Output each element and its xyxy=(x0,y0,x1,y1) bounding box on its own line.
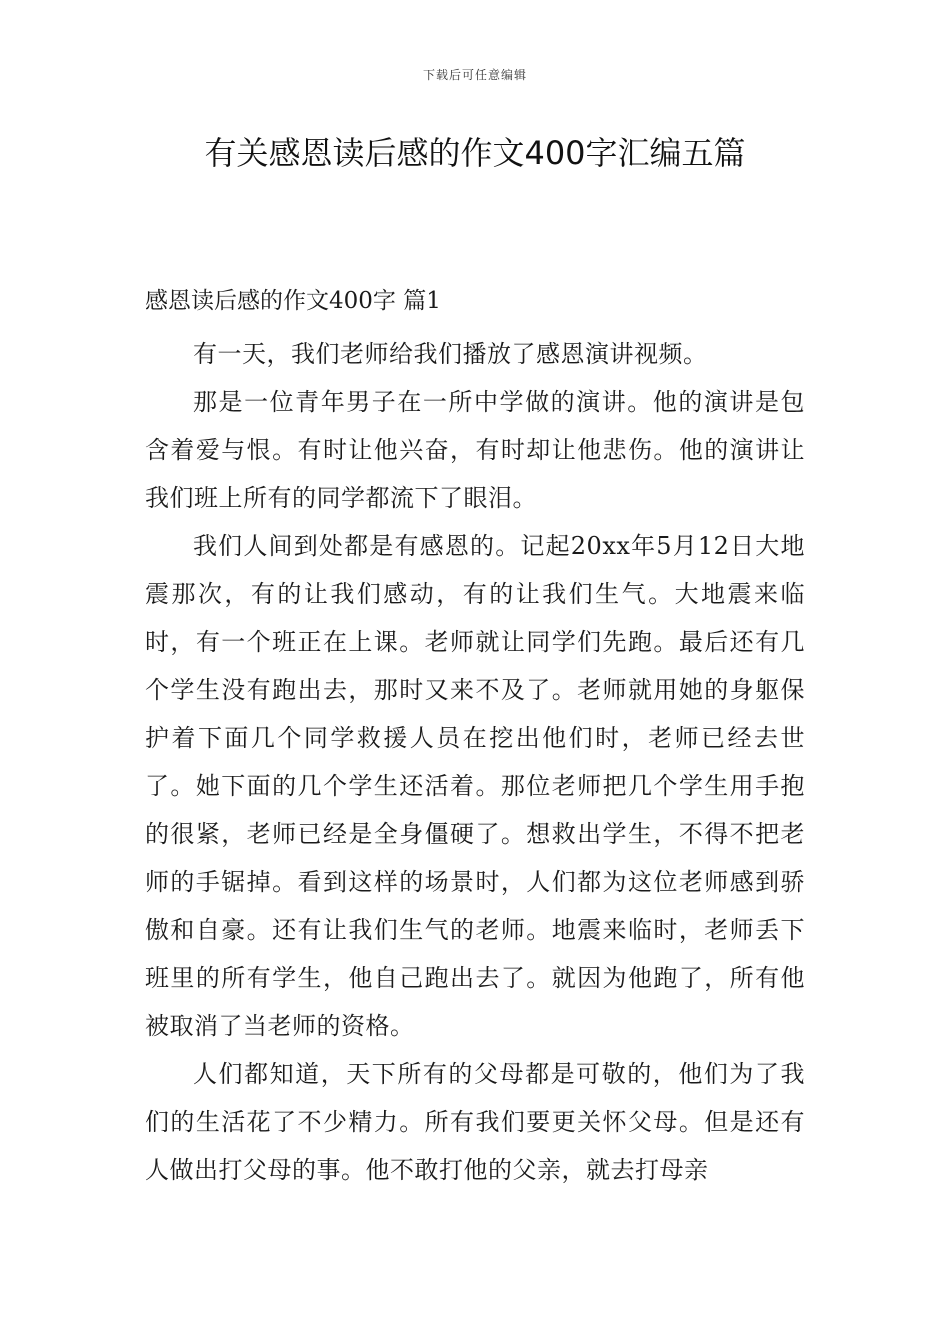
section-heading: 感恩读后感的作文400字 篇1 xyxy=(145,288,441,314)
paragraph-4: 人们都知道，天下所有的父母都是可敬的，他们为了我们的生活花了不少精力。所有我们要更关怀父母。但是还有人做出打父母的事。他不敢打他的父亲，就去打母亲 xyxy=(145,1060,805,1184)
paragraph-1: 有一天，我们老师给我们播放了感恩演讲视频。 xyxy=(193,340,708,368)
header-note: 下载后可任意编辑 xyxy=(422,68,527,82)
paragraph-2: 那是一位青年男子在一所中学做的演讲。他的演讲是包含着爱与恨。有时让他兴奋，有时却让他悲伤。他的演讲让我们班上所有的同学都流下了眼泪。 xyxy=(145,388,805,512)
document-body xyxy=(145,282,805,1194)
document-title: 有关感恩读后感的作文400字汇编五篇 xyxy=(204,134,746,172)
paragraph-3: 我们人间到处都是有感恩的。记起20xx年5月12日大地震那次，有的让我们感动，有的让我们生气。大地震来临时，有一个班正在上课。老师就让同学们先跑。最后还有几个学生没有跑出去，那时又来不及了。老师就用她的身躯保护着下面几个同学救援人员在挖出他们时，老师已经去世了。她下面的几个学生还活着。那位老师把几个学生用手抱的很紧，老师已经是全身僵硬了。想救出学生，不得不把老师的手锯掉。看到这样的场景时，人们都为这位老师感到骄傲和自豪。还有让我们生气的老师。地震来临时，老师丢下班里的所有学生，他自己跑出去了。就因为他跑了，所有他被取消了当老师的资格。 xyxy=(145,532,805,1040)
